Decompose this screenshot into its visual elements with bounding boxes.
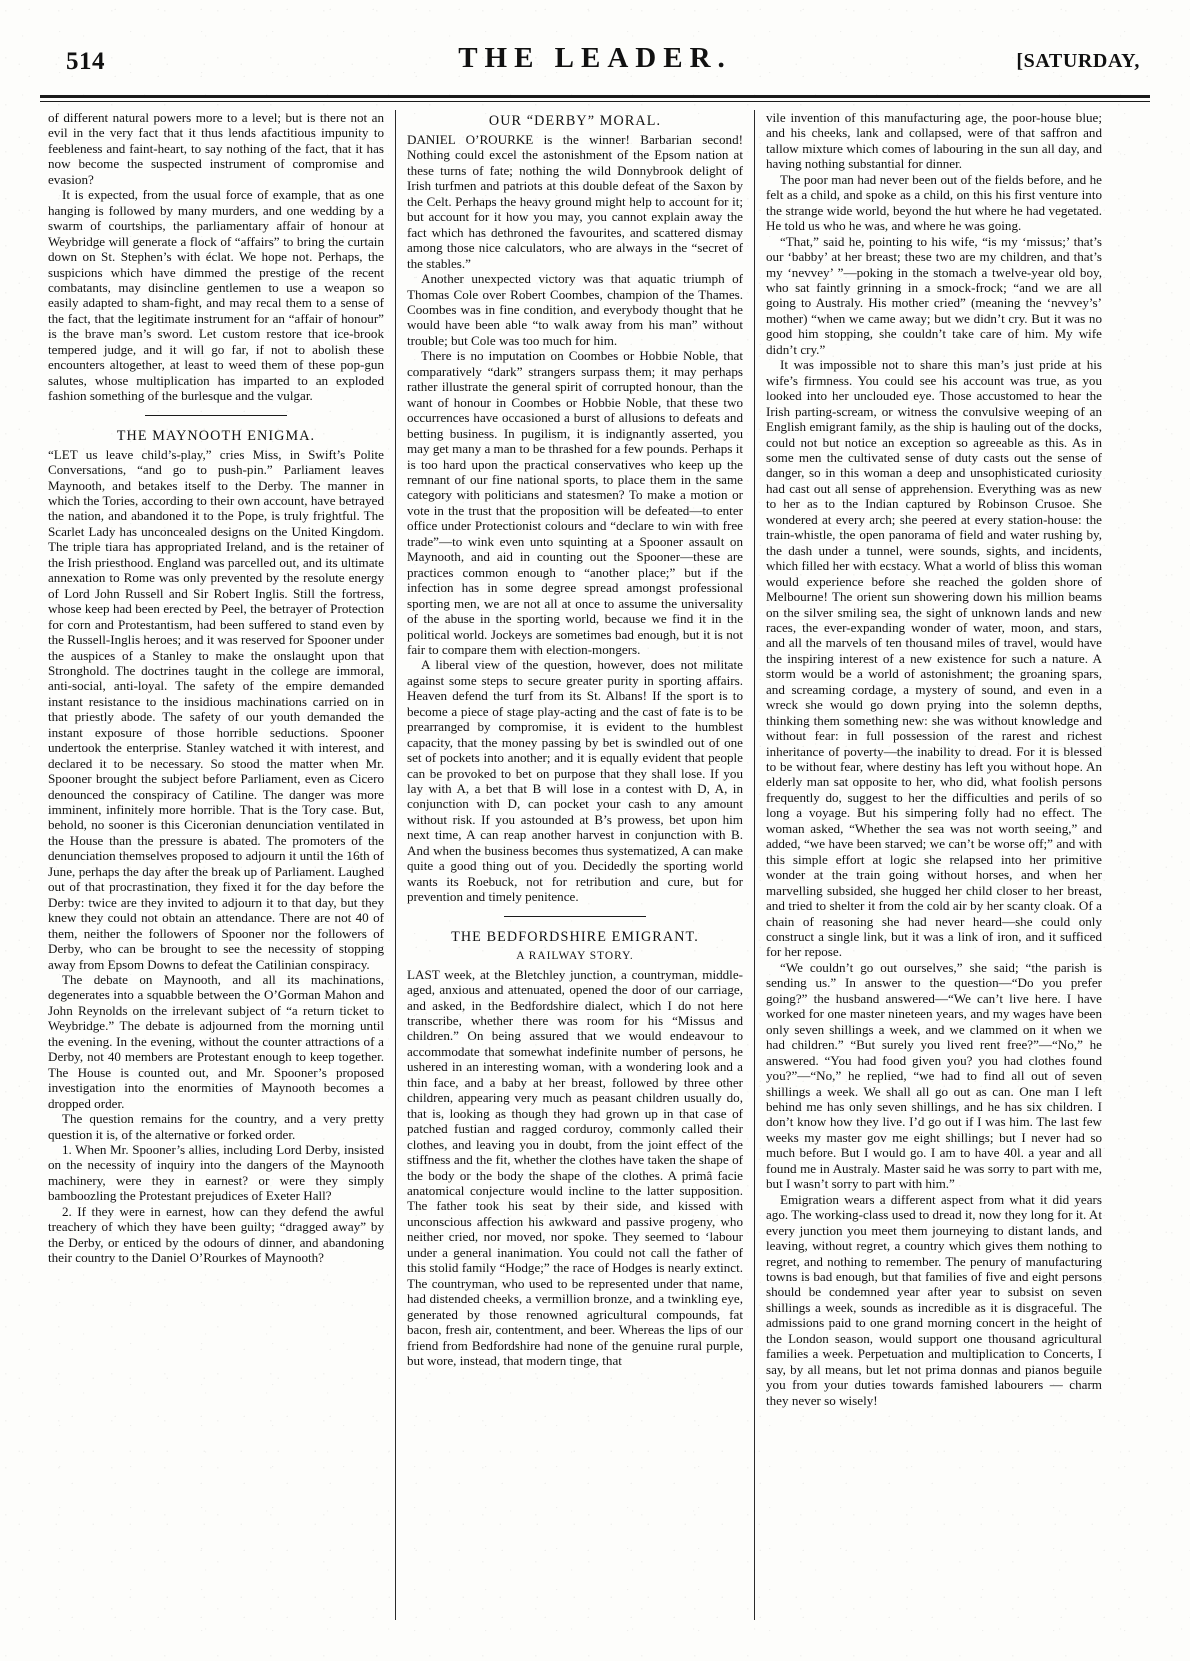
paper-title: THE LEADER.: [458, 42, 732, 74]
body-paragraph: Another unexpected victory was that aquatic triumph of Thomas Cole over Robert Coombes, champion of the Thames. Coombes was in fine condition, and everybody thought that he would have been able “to walk away from his man” without trouble; but Cole was too much for him.: [407, 271, 743, 348]
section-divider: [504, 916, 646, 917]
body-paragraph: “LET us leave child’s-play,” cries Miss, in Swift’s Polite Conversations, “and go to push-pin.” Parliament leaves Maynooth, and betakes itself to the Derby. The manner in which the Tories, according to their own account, have betrayed the nation, and abandoned it to the Pope, is truly frightful. The Scarlet Lady has unconcealed designs on the United Kingdom. The triple tiara has appropriated Ireland, and is the retainer of the Irish priesthood. England was parcelled out, and its ultimate annexation to Rome was only prevented by the resolute energy of Lord John Russell and Sir Robert Inglis. Still the fortress, whose keep had been erected by Peel, the betrayer of Protection for corn and Protestantism, had been suffered to stand even by the Russell-Inglis heroes; and it was reserved for Spooner under the auspices of a Stanley to make the onslaught upon that Stronghold. The doctrines taught in the college are immoral, anti-social, anti-loyal. The safety of the empire demanded instant resistance to the insidious machinations carried on in that priestly abode. The safety of our youth demanded the instant exposure of those horrible seductions. Spooner undertook the enterprise. Stanley watched it with interest, and declared it to be necessary. So stood the matter when Mr. Spooner brought the subject before Parliament, even as Cicero denounced the conspiracy of Catiline. The danger was more imminent, infinitely more horrible. That is the Tory case. But, behold, no sooner is this Ciceronian denunciation ventilated in the House than the pressure is abated. The promoters of the denunciation themselves proposed to adjourn it until the 16th of June, perhaps the day after the break up of Parliament. Laughed out of that procrastination, they fixed it for the day before the Derby: twice are they invited to adjourn it to that day, but they knew they could not obtain an attendance. There are not 40 of them, neither the followers of Spooner nor the followers of Derby, who can be brought to see the necessity of stopping away from Epsom Downs to defeat the Catilinian conspiracy.: [48, 446, 384, 972]
body-paragraph: The debate on Maynooth, and all its machinations, degenerates into a squabble between the O’Gorman Mahon and John Reynolds on the irrelevant subject of “a return ticket to Weybridge.” The debate is adjourned from the morning until the evening. In the evening, without the counter attractions of a Derby, not 40 members are Protestant enough to keep together. The House is counted out, and Mr. Spooner’s proposed investigation into the enormities of Maynooth becomes a dropped order.: [48, 972, 384, 1111]
body-paragraph: It was impossible not to share this man’s just pride at his wife’s firmness. You could see his account was true, as you looked into her unclouded eye. Those accustomed to hear the Irish parting-scream, or witness the convulsive weeping of an English emigrant family, as the ship is hauling out of the docks, could not but notice an exception so agreeable as this. As in some men the cultivated sense of duty casts out the sense of danger, so in this woman a deep and unsophisticated curiosity had cast out all sense of apprehension. Everything was as new to her as to the Indian captured by Robinson Crusoe. She wondered at every arch; she peered at every station-house: the train-whistle, the open panorama of field and water rushing by, the dash under a tunnel, were sounds, sights, and incidents, which filled her with ecstacy. What a world of bliss this woman would experience before she reached the golden shore of Melbourne! The orient sun showering down his million beams on the silver smiling sea, the sight of unknown lands and new races, the ever-expanding wonder of water, moon, and stars, and all the marvels of ten thousand miles of travel, would have the inspiring interest of a new existence for such a nature. A storm would be a world of astonishment; the groaning spars, and screaming cordage, a mystery of sound, and even in a wreck she would go down prying into the solemn depths, thinking them something new: she was without knowledge and without fear: in full possession of the rarest and richest inheritance of poverty—the inability to dread. For it is blessed to be without fear, where destiny has left you without hope. An elderly man sat opposite to her, who did, what foolish persons frequently do, suggest to her the difficulties and perils of so long a voyage. But his simpering folly had no effect. The woman asked, “Whether the sea was not worth seeing,” and added, “we have been starved; we can’t be worse off;” and with this simple effort at logic she relapsed into her primitive wonder at the train going without horses, and when her marvelling subsided, she hugged her child closer to her breast, and tried to shelter it from the cold air by her scanty cloak. Of a chain of reasoning she had never heard—she could only construct a single link, but it was a link of iron, and it sufficed for her repose.: [766, 357, 1102, 960]
body-paragraph: Emigration wears a different aspect from what it did years ago. The working-class used to dread it, now they long for it. At every junction you meet them journeying to distant lands, and leaving, without regret, a country which gives them nothing to regret, and nothing to remember. The penury of manufacturing towns is bad enough, but that families of five and eight persons should be condemned year after year to subsist on seven shillings a week, sounds as incredible as it is disgraceful. The admissions paid to one grand morning concert in the height of the London season, would support one thousand agricultural families a week. Perpetuation and multiplication to Concerts, I say, by all means, but let not prima donnas and pianos beguile you from your duties towards famished labourers — charm they never so wisely!: [766, 1191, 1102, 1408]
body-paragraph: There is no imputation on Coombes or Hobbie Noble, that comparatively “dark” strangers surpass them; it may perhaps rather illustrate the general spirit of corrupted honour, than the want of honour in Coombes or Hobbie Noble, that these two occurrences have occasioned a burst of allusions to defeats and betting business. In pugilism, it is indignantly asserted, you may get many a man to be thrashed for a few pounds. Perhaps it is too hard upon the practical conservatives who keep up the remnant of our fine national sports, to place them in the same category with politicians and statesmen? To make a motion or vote in the trust that the proposition will be defeated—to enter office under Protectionist colours and “declare to win with free trade”—to wink even unto squinting at a Spooner assault on Maynooth, and aid in counting out the Spooner—these are practices common enough to “another place;” but if the infection has in some degree spread amongst professional sporting men, we are not all at once to assume the universality of the abuse in the sporting world, because we find it in the political world. Jockeys are sometimes bad enough, but it is not fair to compare them with election-mongers.: [407, 348, 743, 657]
column-container: [40, 110, 1150, 1620]
issue-daystamp: [SATURDAY,: [1016, 50, 1140, 72]
body-paragraph: It is expected, from the usual force of example, that as one hanging is followed by many murders, and one wedding by a swarm of courtships, the parliamentary affair of honour at Weybridge will generate a flock of “affairs” to bring the curtain down on St. Stephen’s with éclat. We hope not. Perhaps, the suspicions which have dimmed the prestige of the recent combatants, may disincline gentlemen to use a weapon so easily adapted to sham-fight, and may recal them to a sense of the fact, that the legitimate instrument for an “affair of honour” is the brave man’s sword. Let custom restore that ice-brook tempered judge, and it will go far, if not to abolish these encounters altogether, at least to weed them of these pop-gun salutes, whose multiplication has imparted to an exploded fashion something of the burlesque and the vulgar.: [48, 187, 384, 404]
article-heading: OUR “DERBY” MORAL.: [488, 113, 662, 129]
article-heading: THE BEDFORDSHIRE EMIGRANT.: [451, 928, 699, 945]
body-paragraph: 2. If they were in earnest, how can they defend the awful treachery of which they have been guilty; “dragged away” by the Derby, or enticed by the odours of dinner, and abandoning their country to the Daniel O’Rourkes of Maynooth?: [48, 1203, 384, 1266]
body-paragraph: “We couldn’t go out ourselves,” she said; “the parish is sending us.” In answer to the question—“Do you prefer going?” the husband answered—“We can’t live here. I have worked for one master nineteen years, and my wages have been only seven shillings a week, and we clammed on it when we had children.” “But surely you lived rent free?”—“No,” he answered. “You had food given you? you had clothes found you?”—“No,” he replied, “we had to find all out of seven shillings a week. We shall all go out as can. One man I left behind me has only seven shillings, and he has six children. I don’t know how they live. I’d go out if I was him. The last few weeks my master gov me eight shillings; but I never had so much before. But I would go. I am to have 40l. a year and all found me in Australy. Master said he was sorry to part with me, but I wasn’t sorry to part with him.”: [766, 959, 1102, 1192]
column-separator: [754, 110, 755, 1620]
masthead: [38, 42, 1152, 88]
body-paragraph: The poor man had never been out of the fields before, and he felt as a child, and spoke as a child, on this his first venture into the strange wide world, beyond the hut where he had vegetated. He told us who he was, and where he was going.: [766, 171, 1102, 234]
body-paragraph: DANIEL O’ROURKE is the winner! Barbarian second! Nothing could excel the astonishment of the Epsom nation at these turns of fate; nothing the wild Donnybrook delight of Irish turfmen and patriots at this double defeat of the Saxon by the Celt. Perhaps the heavy ground might help to account for it; but account for it how you may, you cannot explain away the fact which has dethroned the favourites, and scattered dismay among those nice calculators, who are always in the “secret of the stables.”: [407, 132, 743, 271]
masthead-rule-thin: [40, 101, 1150, 102]
page-number: 514: [66, 48, 105, 75]
column-1: [40, 110, 392, 1620]
column-3: [758, 110, 1110, 1620]
body-paragraph: “That,” said he, pointing to his wife, “is my ‘missus;’ that’s our ‘babby’ at her breast; these two are my children, and that’s my ‘nevvey’ ”—poking in the stomach a twelve-year old boy, who sat faintly grinning in a smock-frock; “and we are all going to Australy. His mother cried” (meaning the ‘nevvey’s’ mother) “when we came away; but we didn’t cry. But it was no good him stopping, she couldn’t take care of him. My wife didn’t cry.”: [766, 233, 1102, 357]
article-heading: THE MAYNOOTH ENIGMA.: [116, 427, 316, 444]
column-2: [399, 110, 751, 1620]
body-paragraph: 1. When Mr. Spooner’s allies, including Lord Derby, insisted on the necessity of inquiry into the dangers of the Maynooth machinery, were they in earnest? or were they simply bamboozling the Protestant prejudices of Exeter Hall?: [48, 1142, 384, 1204]
body-paragraph: LAST week, at the Bletchley junction, a countryman, middle-aged, anxious and attenuated, opened the door of our carriage, and asked, in the Bedfordshire dialect, which I do not here transcribe, whether there was room for his “Missus and children.” On being assured that we would endeavour to accommodate that somewhat indefinite number of persons, he ushered in an interesting woman, with a wondering look and a thin face, and a baby at her breast, followed by three other children, appearing very much as peasant children usually do, that is, looking as though they had grown up in that case of patched fustian and ragged corduroy, commonly called their clothes, and leaving you in doubt, from the joint effect of the stiffness and the fit, whether the clothes have taken the shape of the body or the body the shape of the clothes. A primâ facie anatomical conjecture would incline to the latter supposition. The father took his seat by their side, and kissed with unconscious affection his awkward and passive progeny, who neither cried, nor moved, nor spoke. They seemed to ‘labour under a general inanimation. You could not call the father of this stolid family “Hodge;” the race of Hodges is nearly extinct. The countryman, who used to be represented under that name, had distended cheeks, a vermillion bronze, and a twinkling eye, generated by those renowned agricultural compounds, fat bacon, fresh air, contentment, and beer. Whereas the lips of our friend from Bedfordshire had none of the genuine rural purple, but wore, instead, that modern tinge, that: [407, 966, 743, 1368]
body-paragraph: The question remains for the country, and a very pretty question it is, of the alternative or forked order.: [48, 1111, 384, 1142]
body-paragraph: A liberal view of the question, however, does not militate against some steps to secure greater purity in sporting affairs. Heaven defend the turf from its St. Albans! If the sport is to become a piece of stage play-acting and the cast of fate is to be prearranged by compromise, it is evident to the humblest capacity, that the money passing by bet is swindled out of one set of pockets into another; and it is equally evident that people can be provoked to bet on purpose that they shall lose. If you lay with A, a bet that B will lose in a contest with D, A, in conjunction with D, can pocket your cash to any amount without risk. If you astounded at B’s prowess, bet upon him next time, A can reap another harvest in conjunction with B. And when the business becomes thus systematized, A can make quite a good thing out of you. Decidedly the sporting world wants its Roebuck, not for retribution and cure, but for prevention and timely penitence.: [407, 657, 743, 905]
section-divider: [145, 415, 287, 416]
body-paragraph: vile invention of this manufacturing age, the poor-house blue; and his cheeks, lank and collapsed, were of that saffron and tallow mixture which comes of labouring in the sun all day, and having nothing substantial for dinner.: [766, 110, 1102, 172]
article-subheading: A RAILWAY STORY.: [516, 949, 634, 962]
body-paragraph: of different natural powers more to a level; but is there not an evil in the very fact that it thus lends afactitious impunity to feebleness and faint-heart, to say nothing of the fact, that it has now become the suspected instrument of compromise and evasion?: [48, 110, 384, 187]
masthead-rule-thick: [40, 95, 1150, 98]
column-separator: [395, 110, 396, 1620]
